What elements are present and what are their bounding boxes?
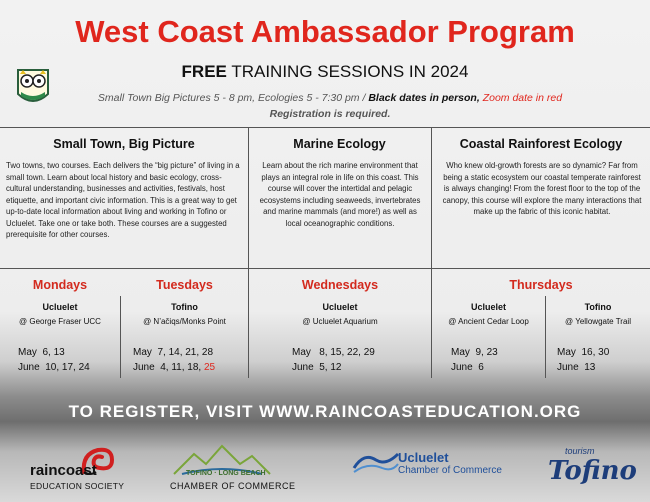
loc-thursdays-ucluelet: Ucluelet (470, 302, 506, 312)
venue-thursdays-ucluelet: @ Ancient Cedar Loop (448, 317, 529, 326)
dates-thursdays-tofino (557, 345, 609, 375)
dates-mondays-june: June 10, 17, 24 (18, 362, 90, 373)
ucluelet-wave-icon (352, 448, 400, 474)
tofino-chamber-line2: CHAMBER OF COMMERCE (170, 481, 296, 491)
session-info (80, 90, 580, 122)
tofino-logo-text: Tofino (548, 456, 637, 486)
top-divider (0, 127, 650, 128)
course-desc-rainforest: Who knew old-growth forests are so dynamic? Far from being a static ecosystem our coastal temperate rainforest is always changing! From the forest floor to the top of the canopy, this course will explore the many interactions that make up the fabric of this iconic habitat. (442, 161, 642, 216)
tofino-chamber-line1: TOFINO · LONG BEACH (186, 470, 266, 477)
venue-thursdays-tofino: @ Yellowgate Trail (565, 317, 631, 326)
course-title-small-town: Small Town, Big Picture (53, 137, 195, 151)
dates-thursdays-ucluelet (451, 345, 498, 375)
column-divider-2 (431, 128, 432, 378)
dates-thursdays-tofino-may: May 16, 30 (557, 347, 610, 358)
info-times: Small Town Big Pictures 5 - 8 pm, Ecologies 5 - 7:30 pm / (97, 92, 369, 104)
venue-tuesdays: @ N’ačiqs/Monks Point (143, 317, 226, 326)
loc-thursdays-tofino: Tofino (584, 302, 612, 312)
register-banner: TO REGISTER, VISIT WWW.RAINCOASTEDUCATION.ORG (68, 402, 582, 421)
dates-tuesdays (133, 345, 215, 375)
course-title-marine: Marine Ecology (293, 137, 386, 151)
course-desc-marine: Learn about the rich marine environment that plays an integral role in life on this coast. This course will cover the intertidal and pelagic ecosystems including seaweeds, invertebrates and marine mammals (and more!) as well as local oceanographic conditions. (259, 161, 421, 228)
course-desc-small-town: Two towns, two courses. Each delivers the “big picture” of living in a small town. Learn about local history and basic ecology, cross-cultural understanding, businesses and activities, festivals, host etiquette, and important civic information. This is a great way to get up-to-date local information about living and working in Tofino or Ucluelet. Take one or take both. These courses are a suggested prerequisite for other courses. (6, 161, 240, 239)
day-thursdays: Thursdays (509, 278, 573, 292)
day-mondays: Mondays (32, 278, 88, 292)
dates-mondays (18, 345, 90, 375)
day-tuesdays: Tuesdays (156, 278, 213, 292)
page-title: West Coast Ambassador Program (75, 14, 575, 49)
dates-wednesdays-may: May 8, 15, 22, 29 (292, 347, 375, 358)
raincoast-logo-text: raincoast (30, 462, 97, 479)
course-title-rainforest: Coastal Rainforest Ecology (459, 137, 623, 151)
dates-wednesdays (292, 345, 375, 375)
dates-thursdays-ucluelet-may: May 9, 23 (451, 347, 498, 358)
info-in-person: Black dates in person, (368, 92, 483, 104)
info-zoom: Zoom date in red (482, 92, 563, 104)
venue-mondays: @ George Fraser UCC (19, 317, 101, 326)
info-registration: Registration is required. (269, 108, 391, 120)
tourism-logo-text: tourism (565, 446, 595, 456)
dates-wednesdays-june: June 5, 12 (292, 362, 342, 373)
subtitle-free: FREE (181, 62, 227, 81)
dates-tuesdays-june: June 4, 11, 18, (133, 362, 204, 373)
column-divider-1 (248, 128, 249, 378)
page-subtitle (0, 62, 650, 82)
loc-tuesdays: Tofino (171, 302, 198, 312)
middle-divider (0, 268, 650, 269)
venue-wednesdays: @ Ucluelet Aquarium (302, 317, 378, 326)
dates-mondays-may: May 6, 13 (18, 347, 65, 358)
raincoast-logo-subtext: EDUCATION SOCIETY (30, 481, 125, 491)
loc-wednesdays: Ucluelet (322, 302, 358, 312)
dates-thursdays-tofino-june: June 13 (557, 362, 596, 373)
ucluelet-logo-subtext: Chamber of Commerce (398, 465, 502, 476)
ucluelet-logo-text: Ucluelet (398, 450, 449, 465)
dates-thursdays-ucluelet-june: June 6 (451, 362, 484, 373)
subtitle-rest: TRAINING SESSIONS IN 2024 (231, 62, 469, 81)
day-wednesdays: Wednesdays (301, 278, 379, 292)
loc-mondays: Ucluelet (42, 302, 78, 312)
dates-tuesdays-zoom: 25 (203, 362, 216, 373)
dates-tuesdays-may: May 7, 14, 21, 28 (133, 347, 214, 358)
